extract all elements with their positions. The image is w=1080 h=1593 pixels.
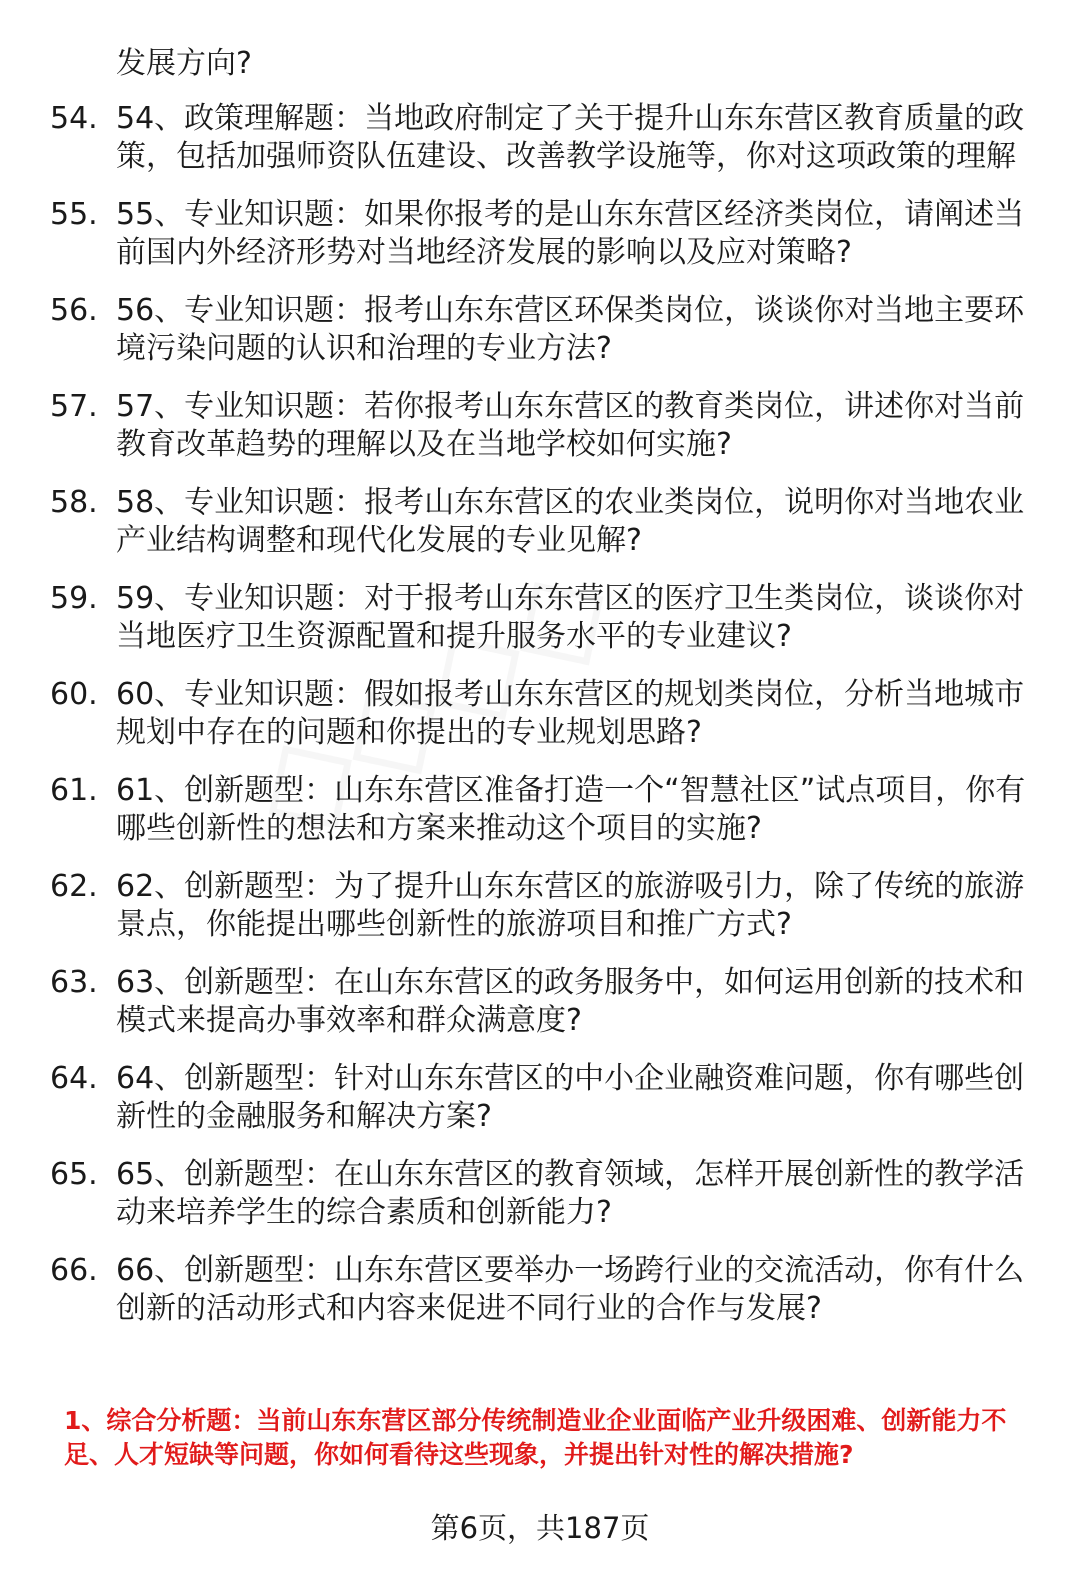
question-item: [0, 676, 1080, 752]
question-item: [0, 388, 1080, 464]
question-number: 56.: [50, 293, 98, 328]
question-item: [0, 580, 1080, 656]
highlighted-question: 1、综合分析题：当前山东东营区部分传统制造业企业面临产业升级困难、创新能力不足、人才短缺等问题，你如何看待这些现象，并提出针对性的解决措施?: [64, 1406, 1007, 1469]
question-number: 63.: [50, 965, 98, 1000]
question-text: 62、创新题型：为了提升山东东营区的旅游吸引力，除了传统的旅游景点，你能提出哪些创新性的旅游项目和推广方式?: [116, 869, 1025, 942]
question-text: 63、创新题型：在山东东营区的政务服务中，如何运用创新的技术和模式来提高办事效率和群众满意度?: [116, 965, 1025, 1038]
question-number: 62.: [50, 869, 98, 904]
question-item: [0, 292, 1080, 368]
question-text: 54、政策理解题：当地政府制定了关于提升山东东营区教育质量的政策，包括加强师资队伍建设、改善教学设施等，你对这项政策的理解: [116, 101, 1025, 174]
question-item: [0, 868, 1080, 944]
continuation-text: 发展方向?: [116, 46, 252, 81]
question-text: 65、创新题型：在山东东营区的教育领域，怎样开展创新性的教学活动来培养学生的综合素质和创新能力?: [116, 1157, 1025, 1230]
question-text: 56、专业知识题：报考山东东营区环保类岗位，谈谈你对当地主要环境污染问题的认识和治理的专业方法?: [116, 293, 1025, 366]
question-number: 57.: [50, 389, 98, 424]
question-item: [0, 1252, 1080, 1328]
question-text: 60、专业知识题：假如报考山东东营区的规划类岗位，分析当地城市规划中存在的问题和你提出的专业规划思路?: [116, 677, 1025, 750]
question-number: 60.: [50, 677, 98, 712]
page-number: 第6页，共187页: [430, 1511, 650, 1545]
question-number: 59.: [50, 581, 98, 616]
question-item: [0, 1060, 1080, 1136]
question-number: 58.: [50, 485, 98, 520]
question-text: 58、专业知识题：报考山东东营区的农业类岗位，说明你对当地农业产业结构调整和现代化发展的专业见解?: [116, 485, 1025, 558]
question-text: 55、专业知识题：如果你报考的是山东东营区经济类岗位，请阐述当前国内外经济形势对当地经济发展的影响以及应对策略?: [116, 197, 1025, 270]
question-number: 54.: [50, 101, 98, 136]
question-text: 59、专业知识题：对于报考山东东营区的医疗卫生类岗位，谈谈你对当地医疗卫生资源配置和提升服务水平的专业建议?: [116, 581, 1025, 654]
question-item: [0, 964, 1080, 1040]
question-text: 66、创新题型：山东东营区要举办一场跨行业的交流活动，你有什么创新的活动形式和内容来促进不同行业的合作与发展?: [116, 1253, 1025, 1326]
question-text: 61、创新题型：山东东营区准备打造一个“智慧社区”试点项目，你有哪些创新性的想法和方案来推动这个项目的实施?: [116, 773, 1026, 846]
question-number: 66.: [50, 1253, 98, 1288]
question-item: [0, 196, 1080, 272]
question-list: [0, 100, 1080, 1348]
question-item: [0, 1156, 1080, 1232]
question-number: 65.: [50, 1157, 98, 1192]
question-text: 57、专业知识题：若你报考山东东营区的教育类岗位，讲述你对当前教育改革趋势的理解以及在当地学校如何实施?: [116, 389, 1025, 462]
question-text: 64、创新题型：针对山东东营区的中小企业融资难问题，你有哪些创新性的金融服务和解决方案?: [116, 1061, 1025, 1134]
question-number: 55.: [50, 197, 98, 232]
question-number: 64.: [50, 1061, 98, 1096]
question-number: 61.: [50, 773, 98, 808]
question-item: [0, 484, 1080, 560]
question-item: [0, 100, 1080, 176]
question-item: [0, 772, 1080, 848]
